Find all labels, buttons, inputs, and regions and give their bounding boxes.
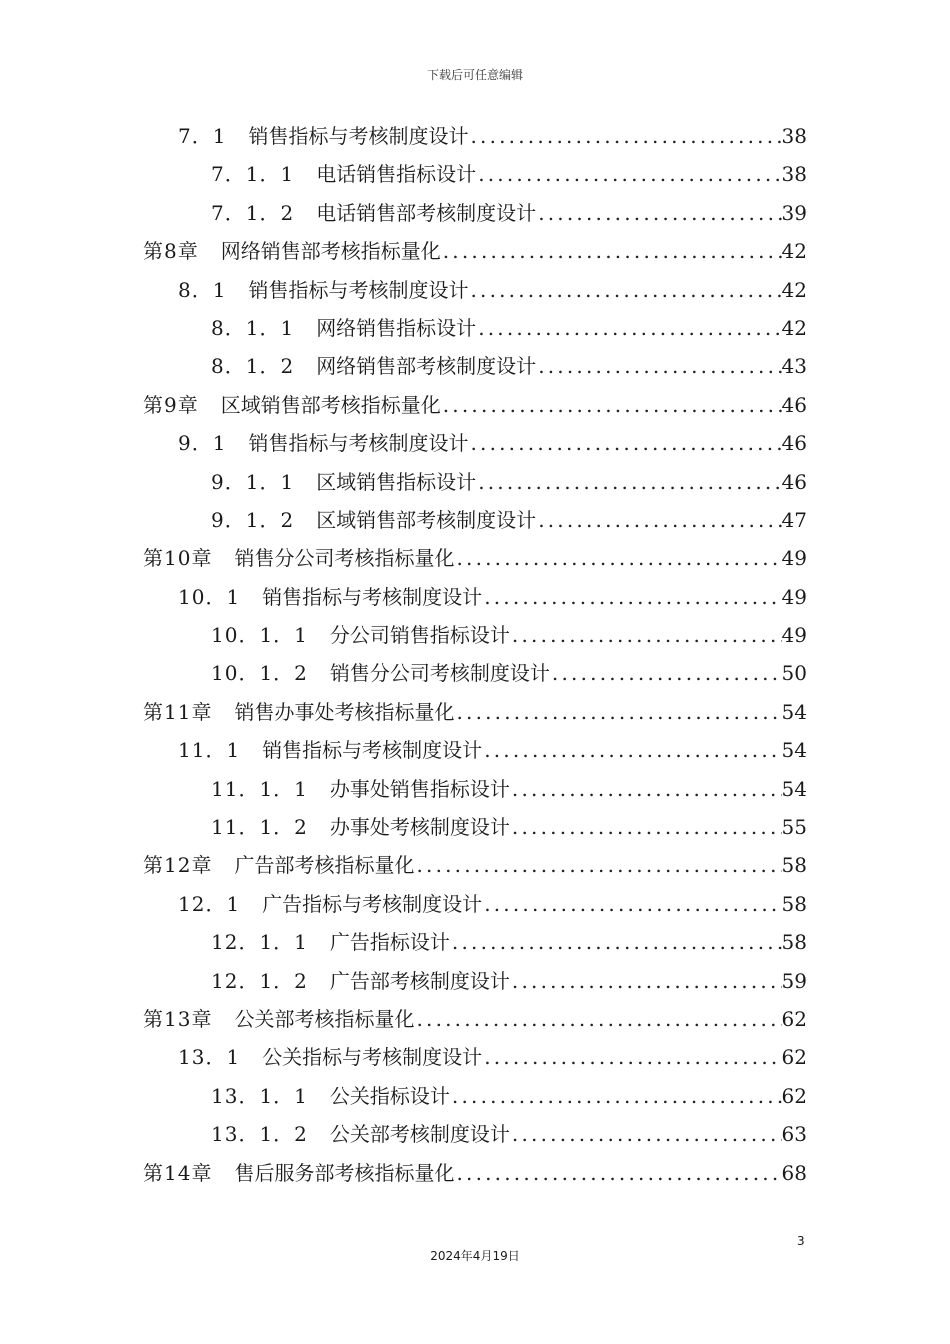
- toc-leader-dots: [482, 1038, 781, 1076]
- toc-entry[interactable]: [143, 117, 807, 155]
- toc-leader-dots: [550, 654, 782, 692]
- toc-leader-dots: [468, 117, 781, 155]
- page-footer-date: 2024年4月19日: [430, 1249, 520, 1263]
- toc-entry-title: 销售分公司考核指标量化: [234, 546, 455, 571]
- toc-entry-title: 电话销售部考核制度设计: [316, 200, 537, 225]
- toc-leader-dots: [536, 194, 781, 232]
- page-number: 3: [797, 1234, 805, 1248]
- toc-entry-number: 11．1．1: [211, 776, 308, 801]
- toc-entry[interactable]: [143, 155, 807, 193]
- toc-entry-number: 13．1: [178, 1045, 241, 1070]
- toc-entry-number: 8．1．1: [211, 315, 295, 340]
- toc-entry-page: 58: [781, 930, 807, 955]
- toc-entry[interactable]: [143, 846, 807, 884]
- toc-leader-dots: [450, 1077, 782, 1115]
- toc-leader-dots: [414, 846, 781, 884]
- toc-leader-dots: [441, 232, 782, 270]
- toc-entry[interactable]: [143, 424, 807, 462]
- toc-leader-dots: [476, 155, 781, 193]
- toc-entry-title: 区域销售指标设计: [316, 469, 477, 494]
- toc-entry-number: 12．1．2: [211, 968, 308, 993]
- toc-entry-page: 62: [781, 1045, 807, 1070]
- toc-entry[interactable]: [143, 885, 807, 923]
- toc-entry-page: 54: [781, 738, 807, 763]
- toc-entry[interactable]: [143, 309, 807, 347]
- toc-entry-page: 63: [781, 1122, 807, 1147]
- toc-entry-number: 9．1．2: [211, 507, 295, 532]
- toc-leader-dots: [482, 885, 781, 923]
- toc-entry-title: 广告部考核指标量化: [234, 853, 415, 878]
- toc-leader-dots: [468, 424, 781, 462]
- toc-entry-title: 销售办事处考核指标量化: [234, 699, 455, 724]
- toc-entry[interactable]: [143, 962, 807, 1000]
- toc-entry[interactable]: [143, 923, 807, 961]
- toc-entry-number: 10．1: [178, 584, 241, 609]
- toc-entry-number: 11．1．2: [211, 815, 308, 840]
- toc-entry-page: 54: [781, 776, 807, 801]
- toc-entry[interactable]: [143, 654, 807, 692]
- toc-entry-title: 办事处考核制度设计: [329, 815, 510, 840]
- toc-leader-dots: [454, 1154, 781, 1192]
- toc-entry-page: 47: [781, 507, 807, 532]
- toc-leader-dots: [450, 923, 782, 961]
- toc-entry-title: 广告指标与考核制度设计: [262, 891, 483, 916]
- toc-entry-number: 第11章: [143, 699, 213, 724]
- toc-leader-dots: [454, 693, 781, 731]
- toc-entry-title: 办事处销售指标设计: [329, 776, 510, 801]
- toc-entry-title: 广告指标设计: [329, 930, 450, 955]
- toc-leader-dots: [510, 616, 782, 654]
- toc-entry-page: 62: [781, 1006, 807, 1031]
- toc-entry-title: 公关指标与考核制度设计: [262, 1045, 483, 1070]
- toc-entry-number: 9．1: [178, 431, 227, 456]
- toc-entry-title: 销售指标与考核制度设计: [248, 124, 469, 148]
- toc-entry-page: 59: [781, 968, 807, 993]
- toc-leader-dots: [510, 962, 782, 1000]
- toc-entry-title: 售后服务部考核指标量化: [234, 1160, 455, 1185]
- toc-entry-page: 46: [781, 392, 807, 417]
- toc-entry-page: 46: [781, 469, 807, 494]
- toc-entry-number: 第14章: [143, 1160, 213, 1185]
- toc-leader-dots: [476, 309, 781, 347]
- toc-entry-title: 公关部考核制度设计: [329, 1122, 510, 1147]
- toc-entry-title: 销售指标与考核制度设计: [248, 277, 469, 302]
- toc-leader-dots: [536, 501, 781, 539]
- toc-entry-title: 销售分公司考核制度设计: [329, 661, 550, 686]
- toc-entry[interactable]: [143, 808, 807, 846]
- toc-entry-title: 网络销售部考核制度设计: [316, 354, 537, 379]
- toc-entry-page: 54: [781, 699, 807, 724]
- toc-leader-dots: [482, 578, 781, 616]
- toc-entry[interactable]: [143, 539, 807, 577]
- toc-entry[interactable]: [143, 271, 807, 309]
- toc-entry-number: 7．1．2: [211, 200, 295, 225]
- toc-leader-dots: [536, 347, 781, 385]
- toc-entry-number: 7．1: [178, 124, 227, 148]
- toc-leader-dots: [468, 271, 781, 309]
- toc-entry-number: 11．1: [178, 738, 241, 763]
- toc-entry[interactable]: [143, 1077, 807, 1115]
- toc-entry-title: 区域销售部考核制度设计: [316, 507, 537, 532]
- toc-entry-title: 分公司销售指标设计: [329, 623, 510, 648]
- toc-entry[interactable]: [143, 1038, 807, 1076]
- toc-entry-number: 7．1．1: [211, 162, 295, 187]
- toc-entry-page: 49: [781, 623, 807, 648]
- toc-entry[interactable]: [143, 578, 807, 616]
- toc-entry-page: 38: [781, 124, 807, 148]
- toc-entry-title: 销售指标与考核制度设计: [262, 738, 483, 763]
- toc-leader-dots: [510, 770, 782, 808]
- toc-entry[interactable]: [143, 693, 807, 731]
- toc-entry-title: 网络销售指标设计: [316, 315, 477, 340]
- toc-entry-title: 电话销售指标设计: [316, 162, 477, 187]
- toc-entry[interactable]: [143, 731, 807, 769]
- toc-entry-page: 49: [781, 546, 807, 571]
- toc-entry-title: 广告部考核制度设计: [329, 968, 510, 993]
- page-header: 下载后可任意编辑: [426, 68, 523, 82]
- toc-entry-page: 55: [781, 815, 807, 840]
- toc-leader-dots: [454, 539, 781, 577]
- toc-entry[interactable]: [143, 463, 807, 501]
- toc-entry-number: 第10章: [143, 546, 213, 571]
- toc-entry-number: 12．1: [178, 891, 241, 916]
- toc-entry[interactable]: [143, 1000, 807, 1038]
- toc-entry-number: 10．1．2: [211, 661, 308, 686]
- table-of-contents: [143, 117, 807, 1192]
- toc-entry-page: 58: [781, 891, 807, 916]
- toc-entry-page: 68: [781, 1160, 807, 1185]
- toc-entry[interactable]: [143, 386, 807, 424]
- toc-entry-title: 销售指标与考核制度设计: [262, 584, 483, 609]
- toc-entry-page: 42: [781, 239, 807, 264]
- toc-entry-title: 公关指标设计: [329, 1083, 450, 1108]
- toc-leader-dots: [482, 731, 781, 769]
- toc-entry-number: 8．1．2: [211, 354, 295, 379]
- toc-leader-dots: [414, 1000, 781, 1038]
- toc-entry-number: 13．1．2: [211, 1122, 308, 1147]
- toc-entry-page: 50: [781, 661, 807, 686]
- toc-entry-page: 42: [781, 315, 807, 340]
- toc-entry[interactable]: [143, 194, 807, 232]
- toc-entry-page: 43: [781, 354, 807, 379]
- toc-entry[interactable]: [143, 1115, 807, 1153]
- toc-leader-dots: [510, 1115, 782, 1153]
- toc-entry-title: 公关部考核指标量化: [234, 1006, 415, 1031]
- toc-entry[interactable]: [143, 616, 807, 654]
- toc-entry-number: 第8章: [143, 239, 199, 264]
- toc-entry-number: 8．1: [178, 277, 227, 302]
- toc-entry-number: 10．1．1: [211, 623, 308, 648]
- toc-entry-page: 58: [781, 853, 807, 878]
- toc-entry-title: 网络销售部考核指标量化: [220, 239, 441, 264]
- toc-entry[interactable]: [143, 232, 807, 270]
- toc-leader-dots: [441, 386, 782, 424]
- toc-entry-number: 第13章: [143, 1006, 213, 1031]
- toc-leader-dots: [510, 808, 782, 846]
- toc-entry-page: 38: [781, 162, 807, 187]
- toc-entry-number: 9．1．1: [211, 469, 295, 494]
- toc-entry-number: 12．1．1: [211, 930, 308, 955]
- toc-entry-page: 39: [781, 200, 807, 225]
- toc-entry[interactable]: [143, 347, 807, 385]
- toc-entry-number: 第12章: [143, 853, 213, 878]
- toc-entry[interactable]: [143, 501, 807, 539]
- toc-entry-page: 46: [781, 431, 807, 456]
- toc-entry-title: 销售指标与考核制度设计: [248, 431, 469, 456]
- toc-entry[interactable]: [143, 1154, 807, 1192]
- toc-entry[interactable]: [143, 770, 807, 808]
- toc-entry-page: 62: [781, 1083, 807, 1108]
- toc-leader-dots: [476, 463, 781, 501]
- toc-entry-number: 第9章: [143, 392, 199, 417]
- toc-entry-number: 13．1．1: [211, 1083, 308, 1108]
- toc-entry-page: 49: [781, 584, 807, 609]
- toc-entry-title: 区域销售部考核指标量化: [220, 392, 441, 417]
- toc-entry-page: 42: [781, 277, 807, 302]
